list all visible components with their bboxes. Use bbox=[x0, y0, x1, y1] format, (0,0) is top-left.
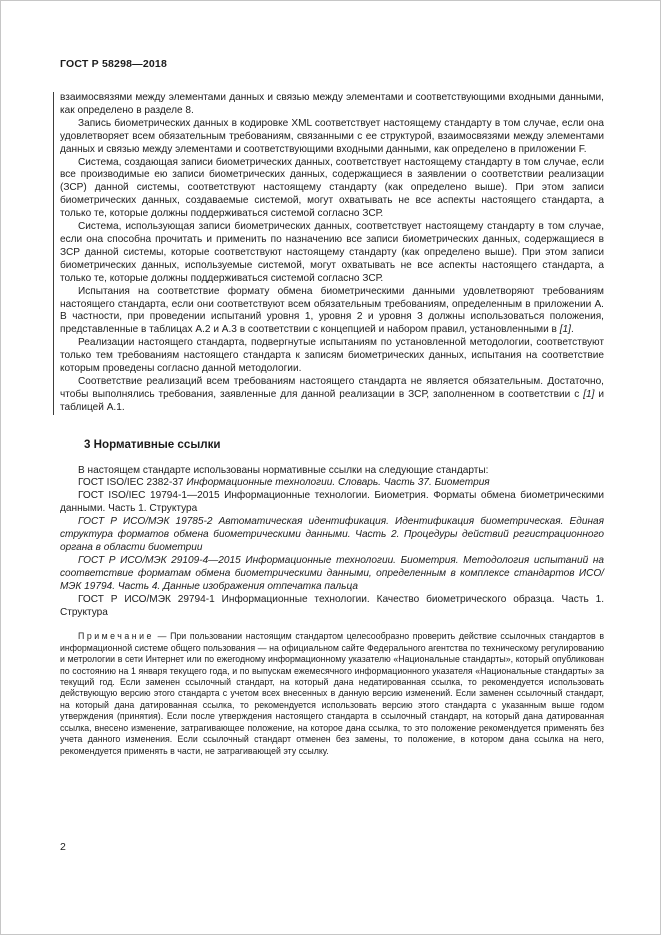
conformance-block bbox=[53, 92, 604, 415]
note-label: Примечание bbox=[78, 631, 154, 642]
paragraph: Система, создающая записи биометрических данных, соответствует настоящему стандарту в том случае, если все производимые ею записи биометрических данных, содержащиеся в заявлении о соответствии реализации (ЗСР) данной системы, соответствуют настоящему стандарту (как определено выше). При этом записи биометрических данных, создаваемые системой, могут охватывать не все аспекты настоящего стандарта, а только те, которые должны поддерживаться системой согласно ЗСР. bbox=[60, 156, 604, 220]
reference-item: ГОСТ ISO/IEC 2382-37 Информационные технологии. Словарь. Часть 37. Биометрия bbox=[78, 477, 490, 489]
note bbox=[60, 631, 604, 756]
paragraph: Соответствие реализаций всем требованиям настоящего стандарта не является обязательным. Достаточно, чтобы выполнялись требования, заявленные для данной реализации в ЗСР, заполненном в соответствии с [1] и таблицей А.1. bbox=[60, 375, 604, 413]
note-separator: — bbox=[153, 631, 171, 642]
document-code-header: ГОСТ Р 58298—2018 bbox=[60, 58, 168, 70]
section-heading-normative-references: 3 Нормативные ссылки bbox=[84, 437, 221, 451]
paragraph: Система, использующая записи биометрических данных, соответствует настоящему стандарту в том случае, если она способна прочитать и применить по назначению все записи биометрических данных, содержащиеся в ЗСР данной системы, которые соответствуют настоящему стандарту (как определено выше). При этом записи биометрических данных, используемые системой, могут охватывать не все аспекты настоящего стандарта, а только те, которые должны поддерживаться системой согласно ЗСР. bbox=[60, 221, 604, 284]
paragraph: взаимосвязями между элементами данных и связью между элементами и соответствующими входными данными, как определено в разделе 8. bbox=[60, 92, 604, 116]
references-intro: В настоящем стандарте использованы нормативные ссылки на следующие стандарты: bbox=[78, 464, 489, 476]
paragraph: Запись биометрических данных в кодировке XML соответствует настоящему стандарту в том случае, если она удовлетворяет всем обязательным требованиям, связанными с ее структурой, взаимосвязями между элементами данных и связью между элементами и соответствующими входными данными, как определено в приложении F. bbox=[60, 117, 604, 155]
paragraph: Испытания на соответствие формату обмена биометрическими данными удовлетворяют требованиям настоящего стандарта, если они соответствуют всем обязательным требованиям, определенным в приложении А. В частности, при проведении испытаний уровня 1, уровня 2 и уровня 3 должны использоваться положения, представленные в таблицах А.2 и А.3 в соответствии с концепцией и набором правил, установленными в [1]. bbox=[60, 285, 604, 336]
page-content bbox=[60, 92, 604, 757]
reference-item: ГОСТ Р ИСО/МЭК 29794-1 Информационные технологии. Качество биометрического образца. Часть 1. Структура bbox=[60, 593, 604, 618]
note-text: При пользовании настоящим стандартом целесообразно проверить действие ссылочных стандартов в информационной системе общего пользования — на официальном сайте Федерального агентства по техническому регулированию и метрологии в сети Интернет или по ежегодному информационному указателю «Национальные стандарты», который опубликован по состоянию на 1 января текущего года, и по выпускам ежемесячного информационного указателя «Национальные стандарты» за текущий год. Если заменен ссылочный стандарт, на который дана недатированная ссылка, то рекомендуется использовать действующую версию этого стандарта с учетом всех внесенных в данную версию изменений. Если заменен ссылочный стандарт, на который дана датированная ссылка, то рекомендуется использовать версию этого стандарта с указанным выше годом утверждения (принятия). Если после утверждения настоящего стандарта в ссылочный стандарт, на который дана датированная ссылка, внесено изменение, затрагивающее положение, на которое дана ссылка, то это положение рекомендуется применять без учета данного изменения. Если ссылочный стандарт отменен без замены, то положение, в котором дана ссылка на него, рекомендуется применять в части, не затрагивающей эту ссылку. bbox=[60, 631, 604, 756]
page-number: 2 bbox=[60, 841, 66, 853]
reference-item: ГОСТ ISO/IEC 19794-1—2015 Информационные технологии. Биометрия. Форматы обмена биометрическими данными. Часть 1. Структура bbox=[60, 490, 604, 515]
reference-item: ГОСТ Р ИСО/МЭК 19785-2 Автоматическая идентификация. Идентификация биометрическая. Единая структура форматов обмена биометрическими данными. Часть 2. Процедуры действий регистрационного органа в области биометрии bbox=[60, 516, 604, 553]
reference-item: ГОСТ Р ИСО/МЭК 29109-4—2015 Информационные технологии. Биометрия. Методология испытаний на соответствие форматам обмена биометрическими данными, определенным в комплексе стандартов ИСО/МЭК 19794. Часть 4. Данные изображения отпечатка пальца bbox=[60, 554, 604, 592]
references-list bbox=[60, 477, 604, 619]
paragraph: Реализации настоящего стандарта, подвергнутые испытаниям по установленной методологии, соответствуют только тем требованиям настоящего стандарта к записям биометрических данных, испытания на соответствие которым проведены согласно данной методологии. bbox=[60, 337, 604, 375]
